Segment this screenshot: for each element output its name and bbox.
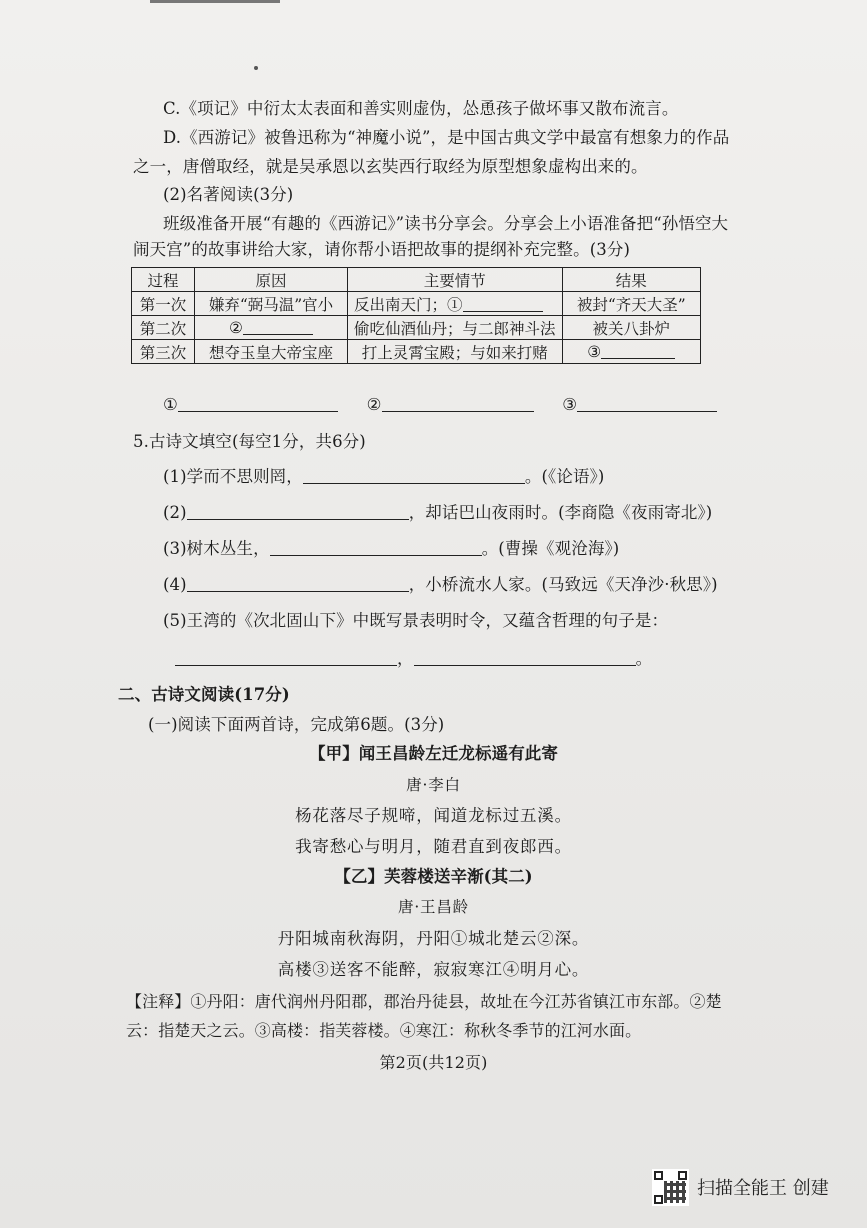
answer-input-3[interactable] <box>577 395 717 412</box>
plot-cell: 偷吃仙酒仙丹；与二郎神斗法 <box>348 316 563 340</box>
plot-cell: 反出南天门；① <box>348 292 563 316</box>
answer-blank-2[interactable] <box>243 318 313 335</box>
result-cell: ③ <box>562 340 700 364</box>
fill-blank-2[interactable] <box>187 503 409 520</box>
story-outline-table <box>131 267 701 364</box>
poem2-line2: 高楼③送客不能醉，寂寂寒江④明月心。 <box>277 960 590 979</box>
scanner-watermark: 扫描全能王 创建 <box>697 1178 829 1199</box>
option-c: C.《项记》中衍太太表面和善实则虚伪，怂恿孩子做坏事又散布流言。 <box>163 99 679 118</box>
poem2-author: 唐·王昌龄 <box>398 898 469 916</box>
option-d-line2: 之一，唐僧取经，就是吴承恩以玄奘西行取经为原型想象虚构出来的。 <box>133 157 648 176</box>
answer-input-2[interactable] <box>382 395 534 412</box>
reading-heading: (2)名著阅读(3分) <box>163 185 294 204</box>
stage-cell: 第二次 <box>132 316 195 340</box>
speck <box>254 66 258 70</box>
table-header-row <box>132 268 701 292</box>
poem1-line2: 我寄愁心与明月，随君直到夜郎西。 <box>295 837 572 856</box>
page-edge-mark <box>150 0 280 3</box>
poem2-title: 【乙】芙蓉楼送辛渐(其二) <box>334 867 533 886</box>
q5-item-3: (3)树木丛生， 。(曹操《观沧海》) <box>163 539 620 558</box>
table-row <box>132 316 701 340</box>
option-d-line1: D.《西游记》被鲁迅称为“神魔小说”，是中国古典文学中最富有想象力的作品 <box>163 128 730 147</box>
section-2-heading: 二、古诗文阅读(17分) <box>118 685 290 704</box>
result-cell: 被封“齐天大圣” <box>562 292 700 316</box>
notes-line1: 【注释】①丹阳：唐代润州丹阳郡，郡治丹徒县，故址在今江苏省镇江市东部。②楚 <box>126 992 722 1011</box>
fill-blank-6[interactable] <box>414 649 636 666</box>
fill-blank-4[interactable] <box>187 575 409 592</box>
q5-item-5: (5)王湾的《次北固山下》中既写景表明时令，又蕴含哲理的句子是： <box>163 611 669 630</box>
plot-cell: 打上灵霄宝殿；与如来打赌 <box>348 340 563 364</box>
table-header: 过程 <box>132 268 195 292</box>
q5-item-5-answer: ， 。 <box>175 648 652 670</box>
stage-cell: 第一次 <box>132 292 195 316</box>
page-number: 第2页(共12页) <box>379 1053 488 1072</box>
table-header: 原因 <box>195 268 348 292</box>
cause-cell: ② <box>195 316 348 340</box>
q5-item-1: (1)学而不思则罔， 。(《论语》) <box>163 467 605 486</box>
answer-line: ① ② ③ <box>163 394 717 416</box>
q5-item-4: (4) ，小桥流水人家。(马致远《天净沙·秋思》) <box>163 575 718 594</box>
notes-line2: 云：指楚天之云。③高楼：指芙蓉楼。④寒江：称秋冬季节的江河水面。 <box>126 1021 642 1040</box>
q5-item-2: (2) ，却话巴山夜雨时。(李商隐《夜雨寄北》) <box>163 503 713 522</box>
table-header: 结果 <box>562 268 700 292</box>
section-2-subheading: (一)阅读下面两首诗，完成第6题。(3分) <box>148 715 445 734</box>
reading-intro-line2: 闹天宫”的故事讲给大家，请你帮小语把故事的提纲补充完整。(3分) <box>133 240 631 259</box>
table-row <box>132 340 701 364</box>
fill-blank-3[interactable] <box>270 539 482 556</box>
table-header: 主要情节 <box>348 268 563 292</box>
poem2-line1: 丹阳城南秋海阴，丹阳①城北楚云②深。 <box>277 929 590 948</box>
result-cell: 被关八卦炉 <box>562 316 700 340</box>
fill-blank-5[interactable] <box>175 649 397 666</box>
qr-code-icon <box>652 1169 689 1206</box>
poem1-title: 【甲】闻王昌龄左迁龙标遥有此寄 <box>309 744 558 763</box>
reading-intro-line1: 班级准备开展“有趣的《西游记》”读书分享会。分享会上小语准备把“孙悟空大 <box>163 214 729 233</box>
answer-blank-1[interactable] <box>463 295 543 312</box>
cause-cell: 嫌弃“弼马温”官小 <box>195 292 348 316</box>
answer-blank-3[interactable] <box>601 342 675 359</box>
q5-heading: 5.古诗文填空(每空1分，共6分) <box>133 432 366 451</box>
fill-blank-1[interactable] <box>303 467 525 484</box>
table-row <box>132 292 701 316</box>
cause-cell: 想夺玉皇大帝宝座 <box>195 340 348 364</box>
stage-cell: 第三次 <box>132 340 195 364</box>
poem1-line1: 杨花落尽子规啼，闻道龙标过五溪。 <box>295 806 572 825</box>
poem1-author: 唐·李白 <box>406 776 461 794</box>
answer-input-1[interactable] <box>178 395 338 412</box>
